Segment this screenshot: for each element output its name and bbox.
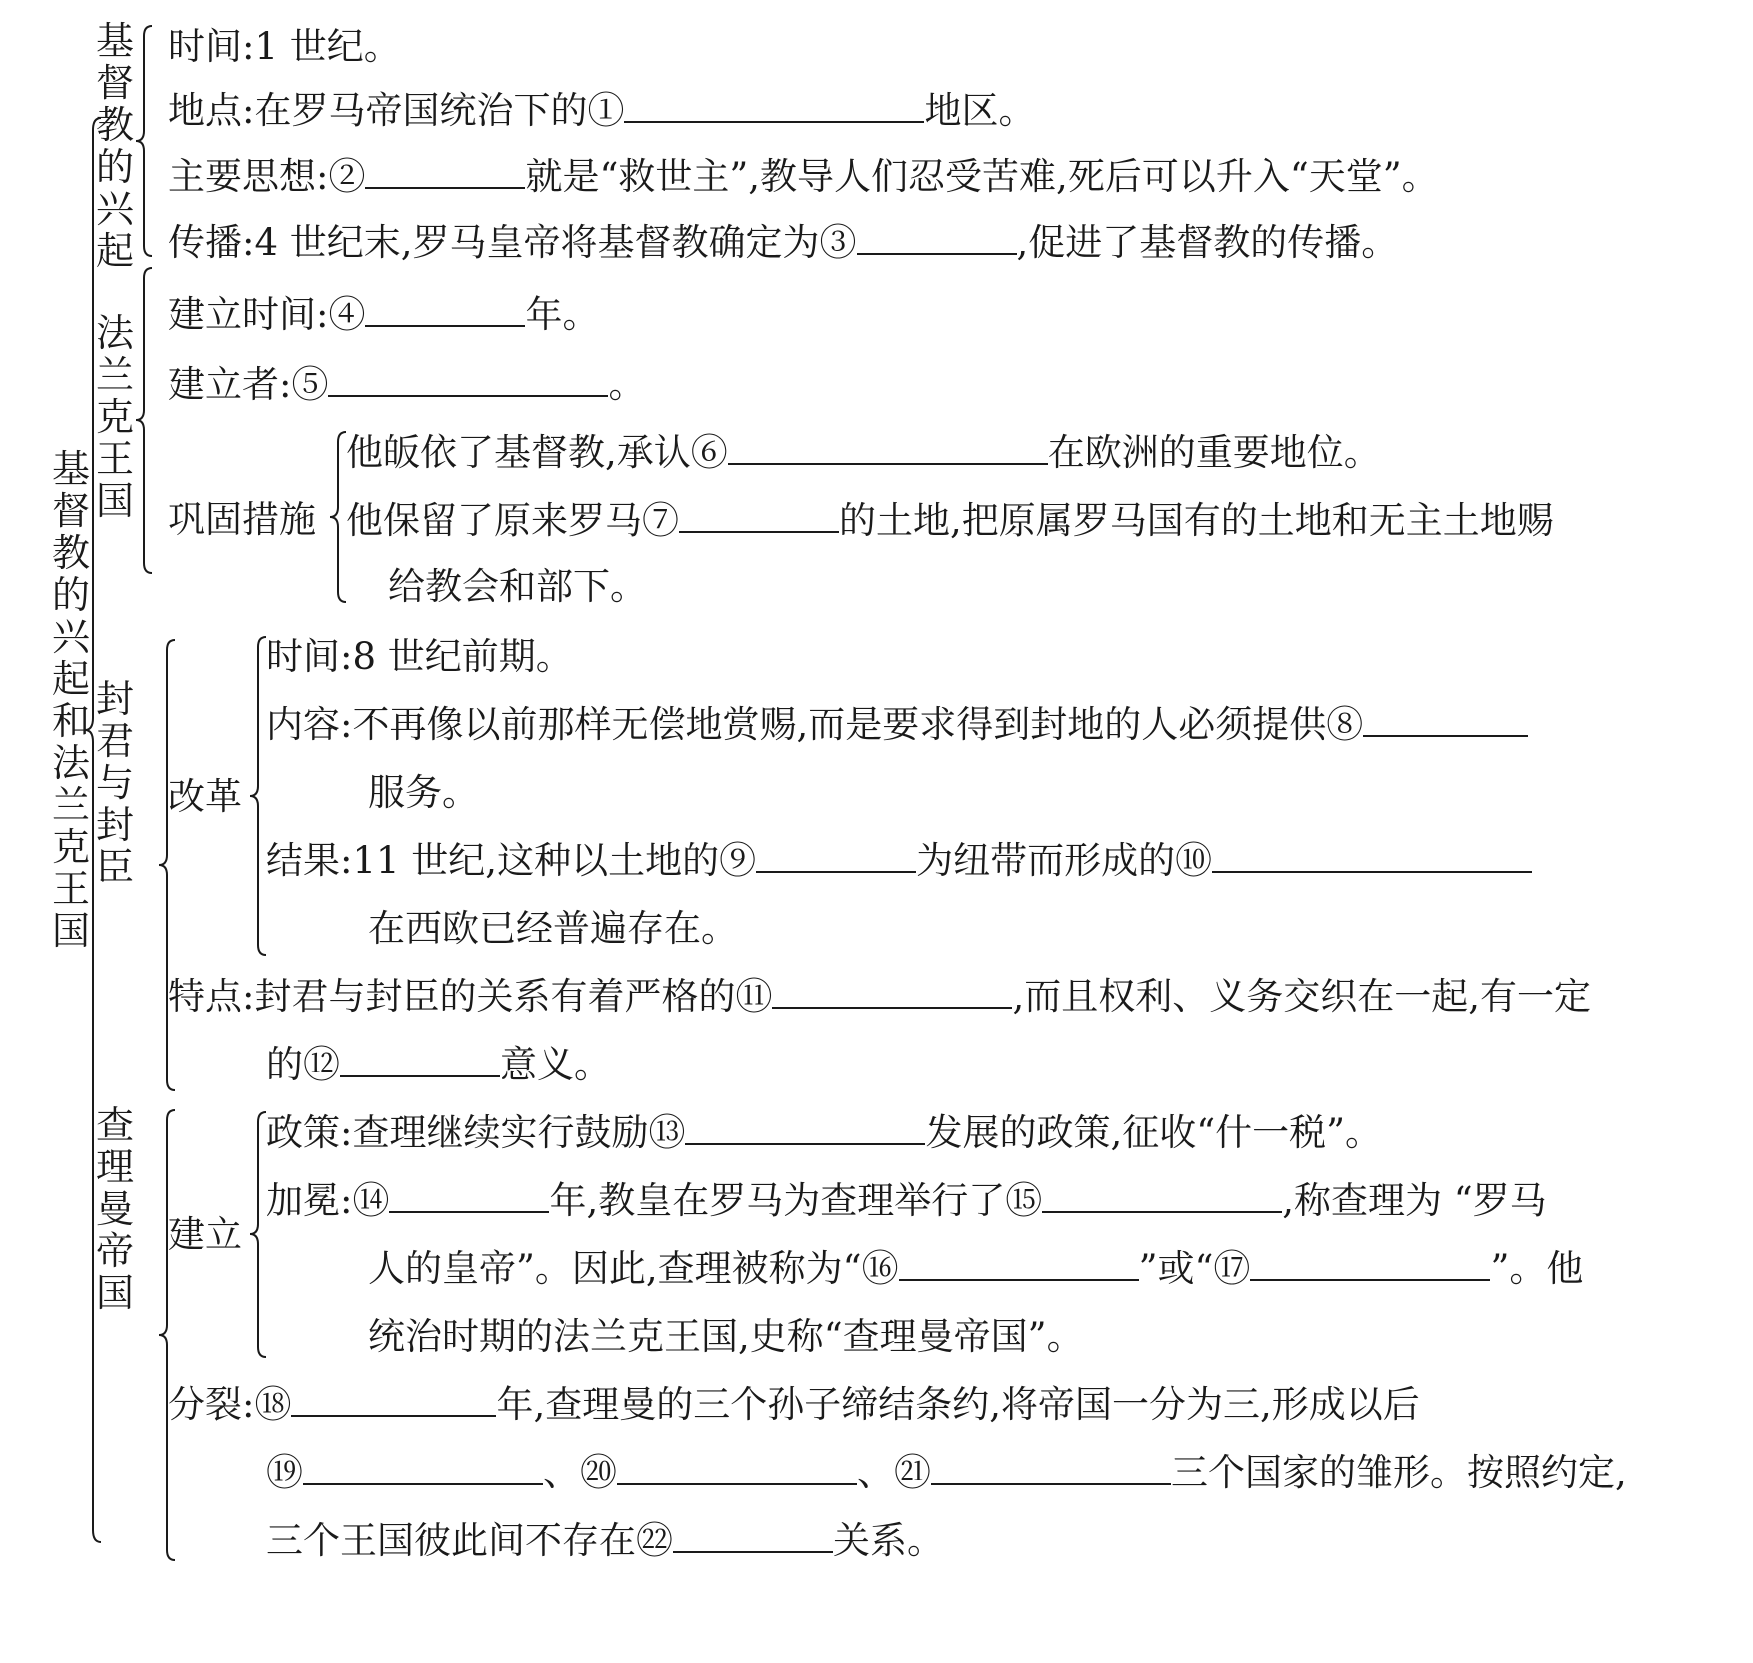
blank-18[interactable] [291, 1381, 496, 1417]
blank-21[interactable] [931, 1449, 1171, 1485]
blank-4[interactable] [365, 291, 525, 327]
coronation-cont-2: 统治时期的法兰克王国,史称“查理曼帝国”。 [368, 1315, 1084, 1358]
reform-label: 改革 [168, 775, 242, 818]
blank-9[interactable] [756, 837, 916, 873]
policy: 政策:查理继续实行鼓励⑬ 发展的政策,征收“什一税”。 [266, 1111, 1383, 1154]
blank-11[interactable] [772, 973, 1012, 1009]
blank-10[interactable] [1212, 837, 1532, 873]
reform-time: 时间:8 世纪前期。 [266, 635, 573, 678]
section-title-christianity: 基督教的兴起 [95, 19, 134, 273]
frank-founder: 建立者:⑤ 。 [168, 363, 646, 406]
blank-14[interactable] [389, 1177, 549, 1213]
christianity-spread: 传播:4 世纪末,罗马皇帝将基督教确定为③ ,促进了基督教的传播。 [168, 221, 1399, 264]
consolidation-measure-1: 他皈依了基督教,承认⑥ 在欧洲的重要地位。 [346, 431, 1381, 474]
section-title-frankish-kingdom: 法兰克王国 [95, 311, 134, 523]
consolidation-measure-2-cont: 给教会和部下。 [388, 565, 647, 608]
section-title-charlemagne-empire: 查理曼帝国 [95, 1103, 134, 1315]
christianity-idea: 主要思想:② 就是“救世主”,教导人们忍受苦难,死后可以升入“天堂”。 [168, 155, 1439, 198]
reform-content: 内容:不再像以前那样无偿地赏赐,而是要求得到封地的人必须提供⑧ [266, 700, 1528, 750]
blank-7[interactable] [679, 497, 839, 533]
blank-17[interactable] [1250, 1245, 1490, 1281]
blank-20[interactable] [617, 1449, 857, 1485]
section-title-lord-vassal: 封君与封臣 [95, 677, 134, 889]
blank-13[interactable] [685, 1109, 925, 1145]
blank-5[interactable] [328, 361, 608, 397]
establish-label: 建立 [168, 1213, 242, 1256]
consolidation-label: 巩固措施 [168, 498, 316, 541]
consolidation-measure-2: 他保留了原来罗马⑦ 的土地,把原属罗马国有的土地和无主土地赐 [346, 499, 1554, 542]
division-cont: ⑲ 、⑳ 、㉑ 三个国家的雏形。按照约定, [266, 1451, 1627, 1494]
feature: 特点:封君与封臣的关系有着严格的⑪ ,而且权利、义务交织在一起,有一定 [168, 975, 1591, 1018]
blank-19[interactable] [303, 1449, 543, 1485]
blank-3[interactable] [857, 219, 1017, 255]
brace-lord-vassal [159, 640, 179, 1090]
blank-1[interactable] [624, 87, 924, 123]
feature-cont: 的⑫ 意义。 [266, 1043, 611, 1086]
reform-content-cont: 服务。 [368, 771, 479, 814]
reform-result: 结果:11 世纪,这种以土地的⑨ 为纽带而形成的⑩ [266, 836, 1532, 886]
frank-founding-year: 建立时间:④ 年。 [168, 293, 600, 336]
blank-8[interactable] [1363, 701, 1528, 737]
brace-charlemagne-empire [159, 1110, 179, 1560]
blank-16[interactable] [899, 1245, 1139, 1281]
blank-2[interactable] [365, 153, 525, 189]
coronation: 加冕:⑭ 年,教皇在罗马为查理举行了⑮ ,称查理为 “罗马 [266, 1179, 1547, 1222]
main-title: 基督教的兴起和法兰克王国 [51, 447, 90, 953]
division: 分裂:⑱ 年,查理曼的三个孙子缔结条约,将帝国一分为三,形成以后 [168, 1383, 1420, 1426]
brace-reform [250, 637, 270, 955]
brace-frankish-kingdom [136, 268, 156, 573]
reform-result-cont: 在西欧已经普遍存在。 [368, 907, 738, 950]
main-brace [85, 118, 105, 1542]
coronation-cont: 人的皇帝”。因此,查理被称为“⑯ ”或“⑰ ”。他 [368, 1247, 1584, 1290]
blank-6[interactable] [728, 429, 1048, 465]
blank-12[interactable] [340, 1041, 500, 1077]
blank-22[interactable] [673, 1517, 833, 1553]
christianity-time: 时间:1 世纪。 [168, 25, 401, 68]
brace-christianity [136, 26, 156, 256]
christianity-place: 地点:在罗马帝国统治下的① 地区。 [168, 89, 1036, 132]
blank-15[interactable] [1042, 1177, 1282, 1213]
division-cont-2: 三个王国彼此间不存在㉒ 关系。 [266, 1519, 944, 1562]
